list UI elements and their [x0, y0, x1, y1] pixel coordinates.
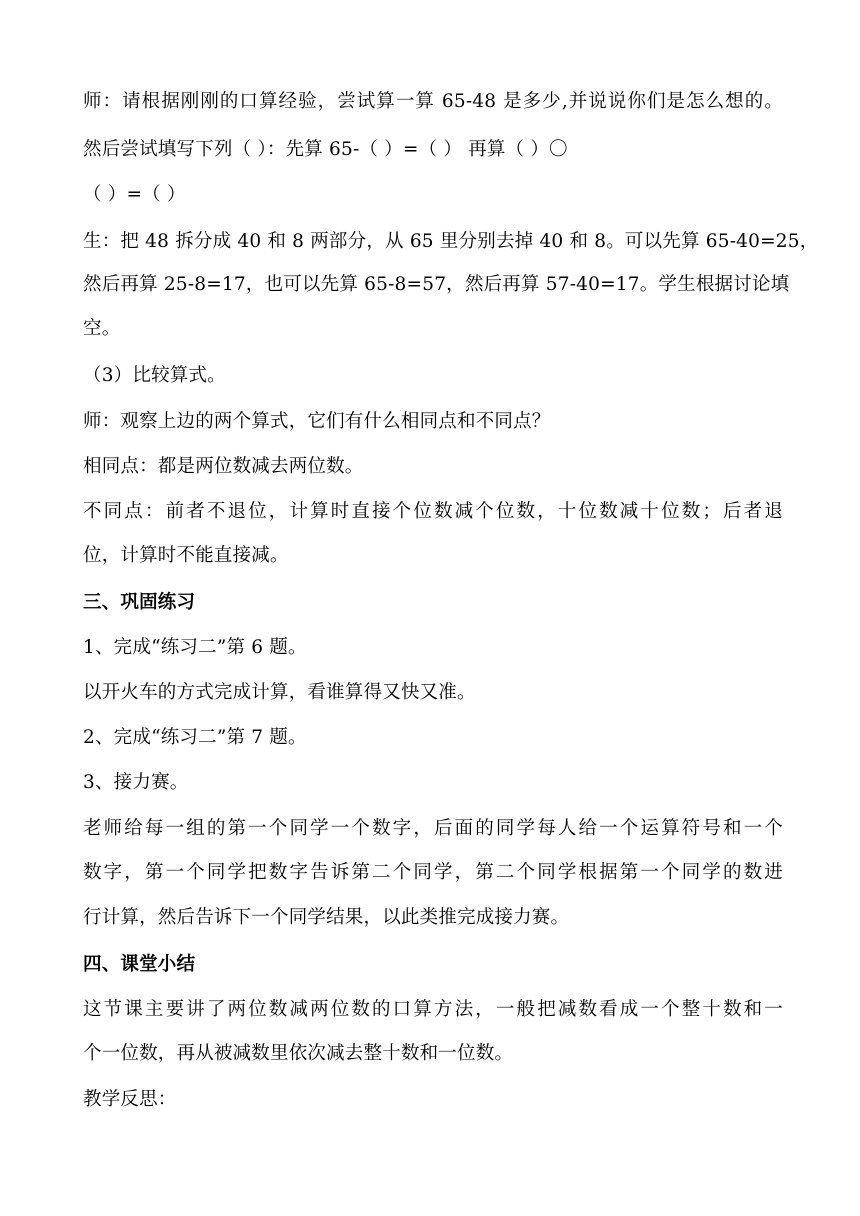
paragraph-relay-line-1: 老师给每一组的第一个同学一个数字，后面的同学每人给一个运算符号和一个 — [83, 818, 783, 839]
paragraph-similarities: 相同点：都是两位数减去两位数。 — [83, 456, 364, 477]
paragraph-differences-line-2: 位，计算时不能直接减。 — [83, 545, 289, 566]
subheading-compare-expressions: （3）比较算式。 — [83, 365, 226, 386]
paragraph-teacher-observe: 师：观察上边的两个算式，它们有什么相同点和不同点？ — [83, 411, 551, 432]
paragraph-summary-line-2: 个一位数，再从被减数里依次减去整十数和一位数。 — [83, 1043, 514, 1064]
paragraph-fill-in-instruction: 然后尝试填写下列（ ）：先算 65-（ ）=（ ） 再算（ ）〇 — [83, 139, 568, 160]
paragraph-summary-line-1: 这节课主要讲了两位数减两位数的口算方法，一般把减数看成一个整十数和一 — [83, 999, 783, 1020]
paragraph-relay-line-2: 数字，第一个同学把数字告诉第二个同学，第二个同学根据第一个同学的数进 — [83, 862, 783, 883]
section-heading-practice: 三、巩固练习 — [83, 592, 196, 613]
paragraph-fill-in-continuation: （ ）=（ ） — [83, 184, 186, 205]
paragraph-practice-item-1: 1、完成“练习二”第 6 题。 — [83, 637, 307, 658]
paragraph-practice-item-2: 2、完成“练习二”第 7 题。 — [83, 727, 307, 748]
section-heading-summary: 四、课堂小结 — [83, 954, 196, 975]
paragraph-practice-item-3: 3、接力赛。 — [83, 772, 189, 793]
paragraph-relay-line-3: 行计算，然后告诉下一个同学结果，以此类推完成接力赛。 — [83, 907, 570, 928]
paragraph-student-answer-line-2: 然后再算 25-8=17，也可以先算 65-8=57，然后再算 57-40=17。学生根据讨论填 — [83, 274, 790, 295]
paragraph-train-game: 以开火车的方式完成计算，看谁算得又快又准。 — [83, 682, 476, 703]
paragraph-teaching-reflection: 教学反思： — [83, 1089, 177, 1110]
paragraph-student-answer-line-1: 生：把 48 拆分成 40 和 8 两部分，从 65 里分别去掉 40 和 8。可以先算 65-40=25， — [83, 231, 819, 252]
paragraph-teacher-question: 师：请根据刚刚的口算经验，尝试算一算 65-48 是多少,并说说你们是怎么想的。 — [83, 91, 783, 112]
paragraph-differences-line-1: 不同点：前者不退位，计算时直接个位数减个位数，十位数减十位数；后者退 — [83, 501, 783, 522]
paragraph-student-answer-line-3: 空。 — [83, 318, 121, 339]
